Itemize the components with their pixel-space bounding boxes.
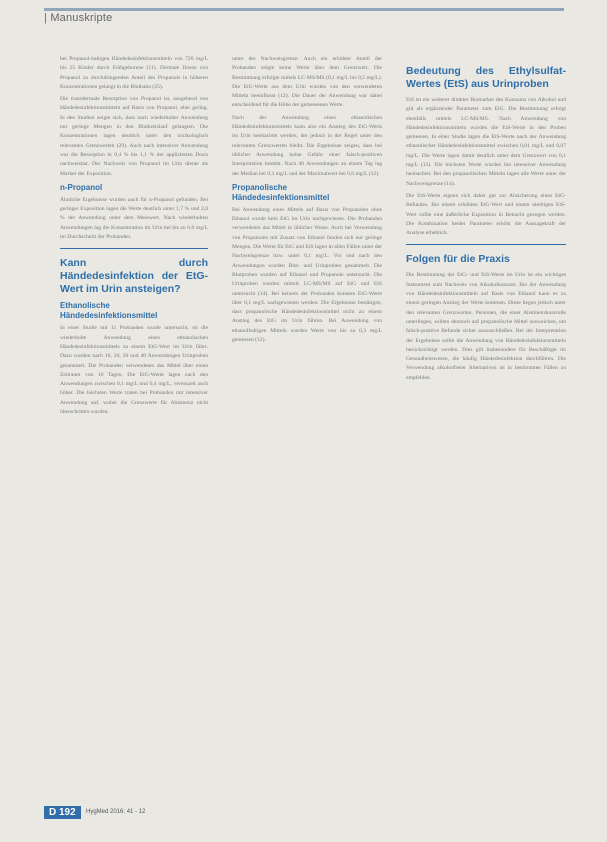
page-number: D 192 [44,806,81,819]
heading-practice: Folgen für die Praxis [406,253,510,266]
heading-ets: Bedeutung des Ethylsulfat-Wertes (EtS) aus Urinproben [406,65,566,90]
paragraph: Die Bestimmung der EtG- und EtS-Werte im Urin ist ein wichtiges Instrument zum Nachweis von Alkoholkonsum. Bei der Anwendung von Händedesinfektionsmitteln auf Basis von Ethanol kann es zu einem geringen Anstieg der Werte kommen. Diese liegen jedoch unter den relevanten Grenzwerten. Personen, die einer Abstinenzkontrolle unterliegen, sollten dennoch auf propanolische Mittel ausweichen, um falsch-positive Befunde sicher auszuschließen. Bei der Interpretation der Ergebnisse sollte die Anwendung von Händedesinfektionsmitteln berücksichtigt werden. Dies gilt insbesondere für Beschäftigte im Gesundheitswesen, die häufig Händedesinfektion durchführen. Die Verwendung alkoholfreier Alternativen ist in bestimmten Fällen zu empfehlen. [406,272,566,381]
paragraph: EtS ist ein weiterer direkter Biomarker des Konsums von Alkohol und gilt als ergänzender Parameter zum EtG. Die Bestimmung erfolgt ebenfalls mittels LC-MS/MS. Nach Anwendung von Händedesinfektionsmitteln wurden die EtS-Werte in den Proben gemessen. In einer Studie lagen die EtS-Werte nach der Anwendung ethanolischer Händedesinfektionsmittel zwischen 0,01 mg/L und 0,07 mg/L. Die Werte lagen damit deutlich unter dem Grenzwert von 0,1 mg/L (13). Die höchsten Werte wurden bei intensiver Anwendung beobachtet. Bei den propanolischen Mitteln lagen alle Werte unter der Nachweisgrenze (14). [406,97,566,187]
column-1 [60,55,208,755]
column-3 [406,55,566,760]
heading-etg-question: Kann durch Händedesinfektion der EtG-Wert im Urin ansteigen? [60,257,208,296]
journal-citation: HygMed 2016; 41 - 12 [86,809,146,815]
paragraph: Die transdermale Resorption von Propanol ist, ausgehend von Händedesinfektionsmitteln auf Basis von Propanol, eher gering. In den Studien zeigte sich, dass nach wiederholter Anwendung nur geringe Mengen in den Blutkreislauf gelangten. Die Konzentrationen lagen deutlich unter den toxikologisch relevanten Grenzwerten (29). Auch nach intensiver Anwendung war die Resorption in 0,4 % bis 1,1 % der applizierten Dosis nachweisbar. Der Nachweis von Propanol im Urin diente als Marker der Exposition. [60,96,208,177]
paragraph: bei Propanol-haltigen Händedesinfektionsmitteln von 720 mg/L bis 25 Kinder durch Frühgeborene (11). Dermale Dosen von Propanol zu durchdringenden Anteil des Propanols in höheren Konzentrationen gelangt in die Blutbahn (25). [60,56,208,90]
paragraph: Nach der Anwendung eines ethanolischen Händedesinfektionsmittels kann also ein Anstieg des EtG-Werts im Urin beobachtet werden, der jedoch in der Regel unter den relevanten Grenzwerten bleibt. Die Ergebnisse zeigen, dass bei üblicher Anwendung keine Gefahr einer falsch-positiven Interpretation besteht. Nach 40 Anwendungen an einem Tag lag der Median bei 0,3 mg/L und der Maximalwert bei 0,6 mg/L (12). [232,114,382,177]
subheading-n-propanol: n-Propanol [60,182,103,192]
paragraph: Die EtS-Werte eignen sich daher gut zur Absicherung eines EtG-Befundes. Bei einem erhöhten EtG-Wert und einem niedrigen EtS-Wert sollte eine äußerliche Exposition in Betracht gezogen werden. Die Kombination beider Parameter erhöht die Aussagekraft der Analyse erheblich. [406,192,566,237]
paragraph: Ähnliche Ergebnisse wurden auch für n-Propanol gefunden. Bei geringer Exposition lagen die Werte deutlich unter 1,7 % und 2,0 % der Anwendung unter dem Messwert. Nach wiederholten Anwendungen lag die Konzentration im Urin bei bis zu 6,0 mg/L im Durchschnitt der Probanden. [60,196,208,241]
section-rule [406,244,566,245]
section-rule [60,248,208,249]
subheading-ethanolic: Ethanolische Händedesinfektionsmittel [60,301,158,321]
section-title: | Manuskripte [44,12,113,24]
paragraph: Bei Anwendung eines Mittels auf Basis von Propanolen ohne Ethanol wurde kein EtG im Urin nachgewiesen. Die Probanden verwendeten das Mittel in üblicher Weise. Auch bei Verwendung von Propanolen mit Zusatz von Ethanol fanden sich nur geringe Mengen. Die Werte für EtG und EtS lagen in allen Fällen unter der Nachweisgrenze bzw. unter 0,1 mg/L. Vor und nach den Anwendungen wurden Blut- und Urinproben gesammelt. Die Blutproben wurden auf Ethanol und Propanole untersucht. Die Urinproben wurden mittels LC-MS/MS auf EtG und EtS untersucht (14). Bei keinem der Probanden konnten EtG-Werte über 0,1 mg/L nachgewiesen werden. Die Ergebnisse bestätigen, dass propanolische Händedesinfektionsmittel nicht zu einem Anstieg des EtG im Urin führen. Bei Anwendung von ethanolhaltigen Mitteln wurden Werte von bis zu 0,3 mg/L gemessen (12). [232,206,382,344]
paragraph: unter der Nachweisgrenze. Auch ein erhöhter Anteil der Probanden zeigte keine Werte über dem Grenzwert. Die Bestimmung erfolgte mittels LC-MS/MS (0,1 mg/L bis 0,5 mg/L). Die EtG-Werte aus dem Urin wurden von den verwendeten Mitteln beeinflusst (12). Die Dauer der Anwendung war dabei entscheidend für die Höhe der gemessenen Werte. [232,56,382,109]
subheading-propanolic: Propanolische Händedesinfektionsmittel [232,182,330,202]
header-rule [44,8,564,11]
column-2 [232,55,382,755]
paragraph: In einer Studie mit 11 Probanden wurde untersucht, ob die wiederholte Anwendung eines ethanolischen Händedesinfektionsmittels zu einem EtG-Wert im Urin führt. Dazu wurden nach 10, 20, 30 und 40 Anwendungen Urinproben gesammelt. Die Probanden verwendeten das Mittel über einen Zeitraum von 10 Tagen. Die EtG-Werte lagen nach den Anwendungen zwischen 0,1 mg/L und 0,4 mg/L, vereinzelt auch höher. Die höchsten Werte traten bei Probanden mit intensiver Anwendung auf, wobei die Grenzwerte für Abstinenz nicht überschritten wurden. [60,325,208,416]
